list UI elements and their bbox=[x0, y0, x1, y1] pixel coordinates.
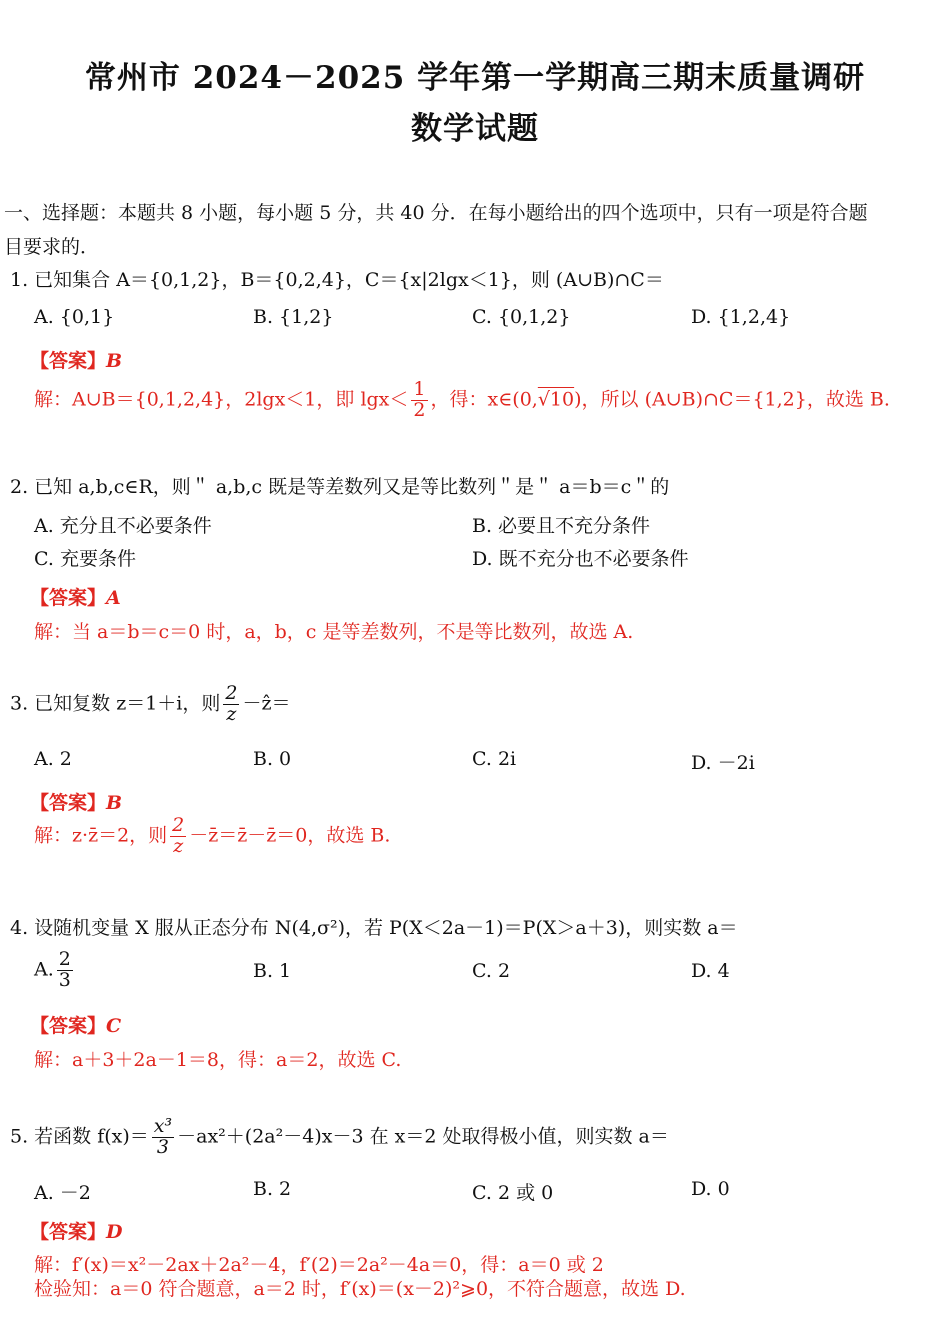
solution-prefix: 解： bbox=[34, 621, 73, 643]
solution-fraction bbox=[411, 380, 427, 421]
fraction-denominator: 3 bbox=[58, 968, 71, 991]
answer-value: C bbox=[106, 1015, 122, 1037]
solution-fraction bbox=[170, 816, 186, 857]
option-a-prefix: A. bbox=[34, 958, 54, 981]
question-4-option-a bbox=[34, 950, 76, 991]
question-1-option-b: B. {1,2} bbox=[253, 306, 334, 328]
answer-value: D bbox=[106, 1221, 123, 1243]
question-3-option-c: C. 2i bbox=[472, 748, 517, 770]
question-3-solution bbox=[34, 816, 390, 857]
solution-part-b: ，得：x∈(0, bbox=[430, 388, 538, 411]
solution-text: 当 a＝b＝c＝0 时，a，b，c 是等差数列，不是等比数列，故选 A. bbox=[72, 621, 634, 643]
fraction-denominator: 3 bbox=[156, 1135, 169, 1158]
solution-prefix: 解： bbox=[34, 388, 73, 411]
solution-prefix: 解： bbox=[34, 1049, 73, 1071]
question-2-stem: 2. 已知 a,b,c∈R，则＂ a,b,c 既是等差数列又是等比数列＂是＂ a＝b＝c＂的 bbox=[10, 476, 670, 498]
stem-part-b: －ẑ＝ bbox=[242, 692, 291, 715]
section-instructions-line1: 一、选择题：本题共 8 小题，每小题 5 分，共 40 分．在每小题给出的四个选项中，只有一项是符合题 bbox=[4, 202, 868, 224]
question-5-option-b: B. 2 bbox=[253, 1178, 292, 1200]
question-1-stem: 1. 已知集合 A＝{0,1,2}，B＝{0,2,4}，C＝{x|2lgx＜1}，则 (A∪B)∩C＝ bbox=[10, 269, 664, 291]
answer-value: B bbox=[106, 792, 123, 814]
page-subtitle: 数学试题 bbox=[411, 111, 539, 147]
option-a-fraction bbox=[57, 950, 73, 991]
solution-text-1: f′(x)＝x²－2ax＋2a²－4，f′(2)＝2a²－4a＝0，得：a＝0 或 2 bbox=[72, 1254, 604, 1276]
question-4-stem: 4. 设随机变量 X 服从正态分布 N(4,σ²)，若 P(X＜2a－1)＝P(X＞a＋3)，则实数 a＝ bbox=[10, 917, 738, 939]
question-4-option-d: D. 4 bbox=[691, 960, 730, 982]
page-title: 常州市 2024－2025 学年第一学期高三期末质量调研 bbox=[84, 60, 866, 96]
question-5-solution-line2: 检验知：a＝0 符合题意，a＝2 时，f′(x)＝(x－2)²⩾0，不符合题意，故选 D. bbox=[34, 1278, 686, 1300]
question-1-answer bbox=[30, 346, 122, 373]
question-3-stem bbox=[10, 684, 291, 725]
question-3-option-d: D. －2i bbox=[691, 752, 755, 774]
question-2-option-c: C. 充要条件 bbox=[34, 548, 136, 570]
question-1-option-c: C. {0,1,2} bbox=[472, 306, 571, 328]
solution-part-a: A∪B＝{0,1,2,4}，2lgx＜1，即 lgx＜ bbox=[72, 388, 409, 411]
question-3-answer bbox=[30, 788, 122, 815]
stem-part-b: －ax²＋(2a²－4)x－3 在 x＝2 处取得极小值，则实数 a＝ bbox=[177, 1125, 669, 1148]
question-1-option-d: D. {1,2,4} bbox=[691, 306, 791, 328]
stem-fraction bbox=[152, 1117, 174, 1158]
answer-label: 【答案】 bbox=[30, 792, 107, 814]
fraction-denominator: z bbox=[226, 702, 237, 725]
stem-part-a: 3. 已知复数 z＝1＋i，则 bbox=[10, 692, 221, 715]
stem-fraction bbox=[223, 684, 239, 725]
fraction-denominator: z bbox=[173, 834, 184, 857]
question-2-option-a: A. 充分且不必要条件 bbox=[34, 515, 212, 537]
question-5-option-d: D. 0 bbox=[691, 1178, 730, 1200]
question-4-solution bbox=[34, 1045, 401, 1072]
solution-part-c: )，所以 (A∪B)∩C＝{1,2}，故选 B. bbox=[574, 388, 890, 411]
solution-part-b: －z̄＝z̄－z̄＝0，故选 B. bbox=[189, 824, 391, 847]
fraction-numerator: x³ bbox=[153, 1115, 173, 1137]
answer-label: 【答案】 bbox=[30, 350, 107, 372]
question-1-solution bbox=[34, 380, 890, 421]
fraction-numerator: 1 bbox=[413, 378, 426, 400]
solution-prefix: 解： bbox=[34, 824, 73, 847]
question-2-solution bbox=[34, 617, 633, 644]
answer-label: 【答案】 bbox=[30, 587, 107, 609]
question-4-answer bbox=[30, 1011, 121, 1038]
answer-label: 【答案】 bbox=[30, 1015, 107, 1037]
answer-label: 【答案】 bbox=[30, 1221, 107, 1243]
question-2-option-d: D. 既不充分也不必要条件 bbox=[472, 548, 689, 570]
solution-prefix: 解： bbox=[34, 1254, 73, 1276]
fraction-numerator: 2 bbox=[172, 814, 185, 836]
question-4-option-c: C. 2 bbox=[472, 960, 511, 982]
question-5-option-c: C. 2 或 0 bbox=[472, 1182, 554, 1204]
section-instructions-line2: 目要求的． bbox=[4, 236, 100, 258]
fraction-denominator: 2 bbox=[413, 398, 426, 421]
question-2-answer bbox=[30, 583, 121, 610]
question-5-answer bbox=[30, 1217, 123, 1244]
question-3-option-b: B. 0 bbox=[253, 748, 292, 770]
solution-part-a: z·z̄＝2，则 bbox=[72, 824, 168, 847]
fraction-numerator: 2 bbox=[225, 682, 238, 704]
question-1-option-a: A. {0,1} bbox=[34, 306, 115, 328]
question-2-option-b: B. 必要且不充分条件 bbox=[472, 515, 651, 537]
answer-value: B bbox=[106, 350, 123, 372]
question-5-solution-line1 bbox=[34, 1250, 604, 1277]
solution-sqrt: √10 bbox=[537, 388, 575, 411]
question-3-option-a: A. 2 bbox=[34, 748, 72, 770]
question-5-option-a: A. －2 bbox=[34, 1182, 91, 1204]
question-5-stem bbox=[10, 1117, 669, 1158]
solution-text: a＋3＋2a－1＝8，得：a＝2，故选 C. bbox=[72, 1049, 402, 1071]
fraction-numerator: 2 bbox=[58, 948, 71, 970]
answer-value: A bbox=[106, 587, 121, 609]
stem-part-a: 5. 若函数 f(x)＝ bbox=[10, 1125, 149, 1148]
question-4-option-b: B. 1 bbox=[253, 960, 292, 982]
